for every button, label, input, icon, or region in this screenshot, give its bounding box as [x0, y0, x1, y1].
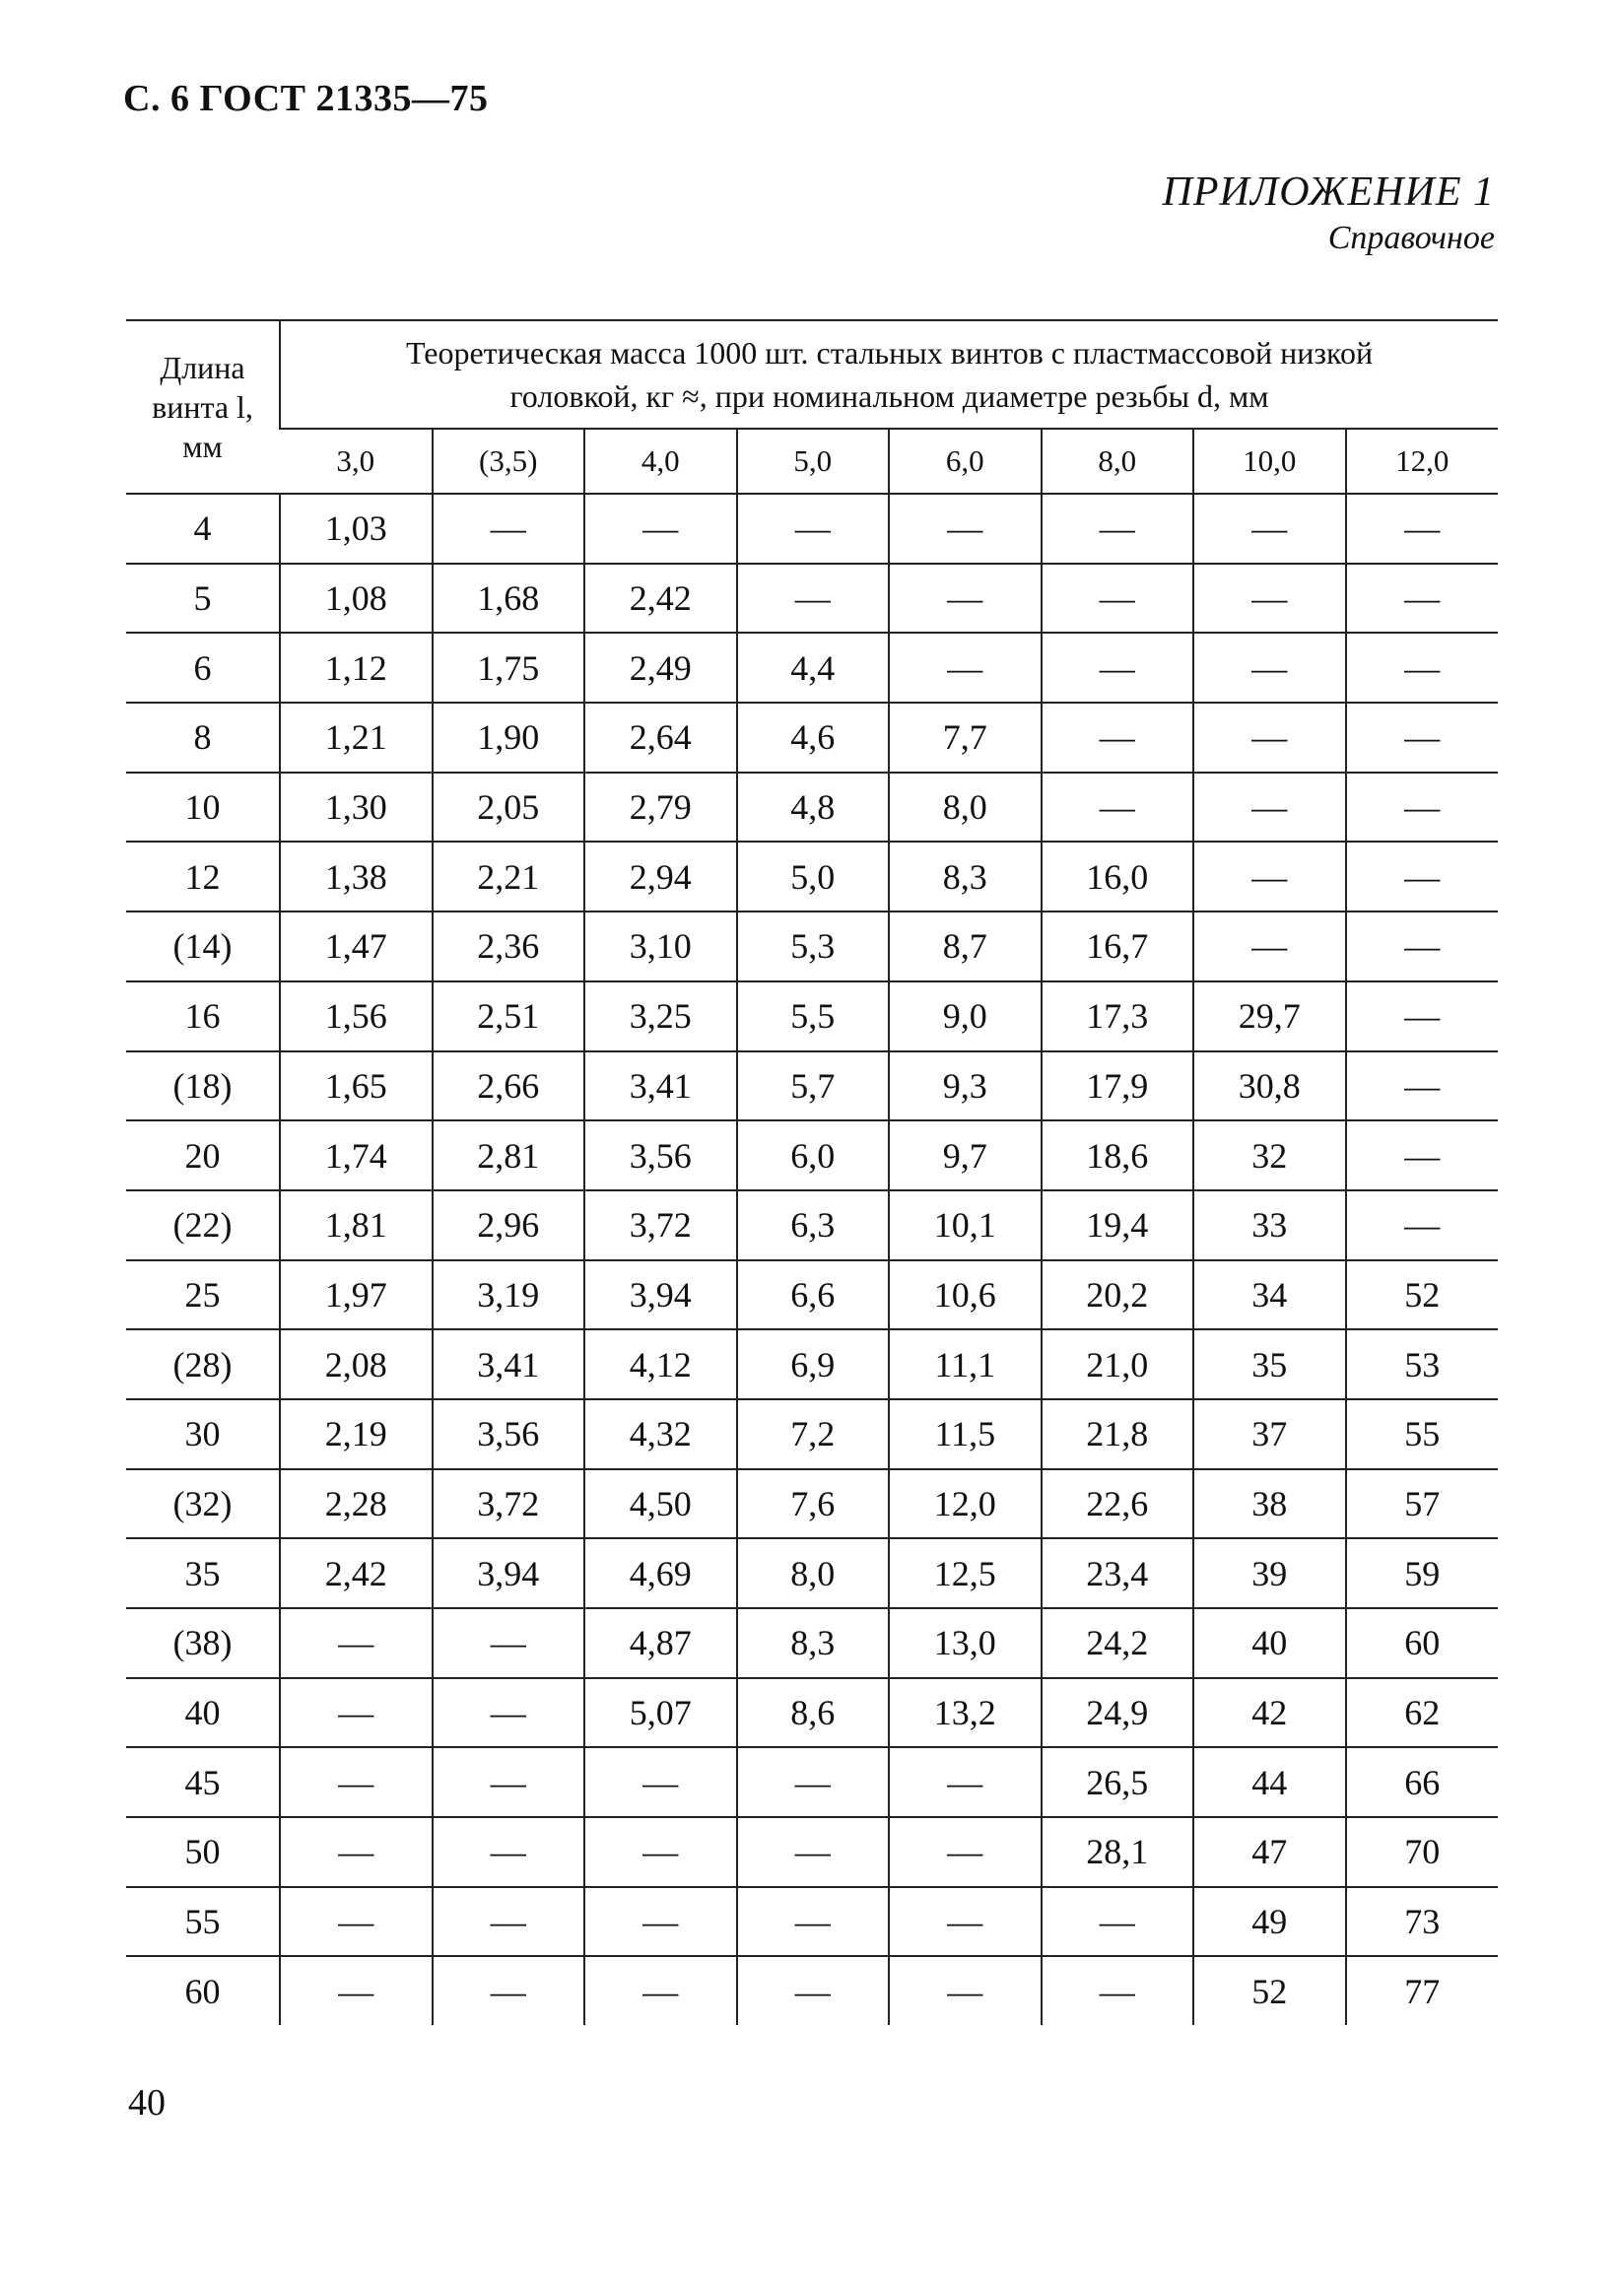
- mass-cell: 24,2: [1042, 1608, 1194, 1678]
- mass-cell: 1,74: [280, 1120, 433, 1190]
- table-row: [126, 1120, 1498, 1190]
- mass-cell: 5,0: [737, 842, 890, 912]
- mass-cell: —: [584, 1817, 737, 1887]
- mass-cell: 1,75: [433, 633, 585, 703]
- mass-cell: —: [584, 1747, 737, 1817]
- mass-cell: —: [433, 494, 585, 564]
- mass-cell: —: [737, 1887, 890, 1957]
- mass-cell: 11,5: [889, 1399, 1042, 1469]
- mass-cell: 62: [1346, 1678, 1499, 1748]
- table-row: [126, 1608, 1498, 1678]
- mass-cell: —: [737, 494, 890, 564]
- mass-cell: 24,9: [1042, 1678, 1194, 1748]
- mass-cell: 23,4: [1042, 1538, 1194, 1608]
- length-column-header: [126, 320, 280, 494]
- diameter-header-cell: 6,0: [889, 429, 1042, 494]
- mass-cell: —: [280, 1678, 433, 1748]
- mass-cell: —: [1346, 1120, 1499, 1190]
- mass-cell: 3,41: [433, 1329, 585, 1399]
- mass-cell: 34: [1193, 1260, 1346, 1330]
- table-row: [126, 1260, 1498, 1330]
- diameter-header-cell: 8,0: [1042, 429, 1194, 494]
- mass-cell: 2,94: [584, 842, 737, 912]
- mass-cell: 77: [1346, 1956, 1499, 2025]
- mass-cell: 3,19: [433, 1260, 585, 1330]
- mass-cell: —: [1346, 564, 1499, 634]
- length-cell: 35: [126, 1538, 280, 1608]
- mass-cell: 1,21: [280, 703, 433, 773]
- mass-cell: 13,2: [889, 1678, 1042, 1748]
- mass-cell: 4,8: [737, 773, 890, 843]
- mass-cell: 2,05: [433, 773, 585, 843]
- mass-cell: 6,6: [737, 1260, 890, 1330]
- mass-cell: —: [1042, 633, 1194, 703]
- appendix-subtitle: Справочное: [1327, 220, 1495, 256]
- mass-cell: —: [1042, 564, 1194, 634]
- mass-cell: 35: [1193, 1329, 1346, 1399]
- mass-cell: 4,87: [584, 1608, 737, 1678]
- mass-cell: 1,47: [280, 912, 433, 981]
- length-cell: 12: [126, 842, 280, 912]
- table-row: [126, 1190, 1498, 1260]
- table-row: [126, 494, 1498, 564]
- mass-cell: 1,65: [280, 1051, 433, 1121]
- mass-cell: 6,3: [737, 1190, 890, 1260]
- mass-cell: 52: [1193, 1956, 1346, 2025]
- mass-cell: 49: [1193, 1887, 1346, 1957]
- mass-cell: 29,7: [1193, 981, 1346, 1051]
- mass-cell: 2,51: [433, 981, 585, 1051]
- mass-cell: 1,81: [280, 1190, 433, 1260]
- mass-cell: 3,56: [433, 1399, 585, 1469]
- table-row: [126, 1678, 1498, 1748]
- mass-cell: —: [1042, 1887, 1194, 1957]
- mass-cell: —: [1042, 1956, 1194, 2025]
- mass-cell: 38: [1193, 1469, 1346, 1539]
- mass-cell: 12,0: [889, 1469, 1042, 1539]
- mass-cell: 7,7: [889, 703, 1042, 773]
- mass-cell: 10,6: [889, 1260, 1042, 1330]
- length-header-line: винта l,: [152, 389, 253, 425]
- diameter-header-cell: 5,0: [737, 429, 890, 494]
- length-cell: 6: [126, 633, 280, 703]
- mass-cell: 53: [1346, 1329, 1499, 1399]
- mass-cell: —: [1346, 912, 1499, 981]
- length-cell: (28): [126, 1329, 280, 1399]
- table-row: [126, 1399, 1498, 1469]
- mass-cell: 2,81: [433, 1120, 585, 1190]
- mass-cell: —: [584, 1887, 737, 1957]
- mass-cell: —: [737, 1747, 890, 1817]
- mass-header-line: Теоретическая масса 1000 шт. стальных винтов с пластмассовой низкой: [405, 335, 1374, 371]
- table-row: [126, 633, 1498, 703]
- mass-cell: 30,8: [1193, 1051, 1346, 1121]
- mass-cell: 9,0: [889, 981, 1042, 1051]
- mass-cell: 1,03: [280, 494, 433, 564]
- mass-cell: 20,2: [1042, 1260, 1194, 1330]
- mass-cell: 2,19: [280, 1399, 433, 1469]
- mass-cell: —: [1042, 494, 1194, 564]
- mass-cell: 2,79: [584, 773, 737, 843]
- length-header-line: Длина: [160, 350, 245, 385]
- table-row: [126, 773, 1498, 843]
- mass-cell: 2,64: [584, 703, 737, 773]
- mass-cell: 16,7: [1042, 912, 1194, 981]
- length-cell: 55: [126, 1887, 280, 1957]
- mass-cell: 16,0: [1042, 842, 1194, 912]
- mass-cell: 8,0: [889, 773, 1042, 843]
- mass-cell: 59: [1346, 1538, 1499, 1608]
- mass-table: [126, 319, 1498, 2025]
- mass-cell: —: [584, 494, 737, 564]
- mass-cell: 2,42: [584, 564, 737, 634]
- mass-cell: —: [737, 1956, 890, 2025]
- mass-cell: 37: [1193, 1399, 1346, 1469]
- length-cell: 25: [126, 1260, 280, 1330]
- mass-cell: 22,6: [1042, 1469, 1194, 1539]
- mass-cell: —: [1193, 773, 1346, 843]
- mass-cell: —: [1346, 494, 1499, 564]
- mass-cell: 4,6: [737, 703, 890, 773]
- mass-cell: 44: [1193, 1747, 1346, 1817]
- mass-cell: —: [889, 564, 1042, 634]
- length-cell: 8: [126, 703, 280, 773]
- mass-cell: 57: [1346, 1469, 1499, 1539]
- mass-cell: 8,3: [889, 842, 1042, 912]
- mass-cell: 1,56: [280, 981, 433, 1051]
- length-header-line: мм: [182, 429, 223, 464]
- mass-cell: 21,8: [1042, 1399, 1194, 1469]
- table-row: [126, 981, 1498, 1051]
- mass-cell: 12,5: [889, 1538, 1042, 1608]
- length-cell: 45: [126, 1747, 280, 1817]
- appendix-block: [1163, 168, 1495, 260]
- mass-cell: 4,12: [584, 1329, 737, 1399]
- length-cell: (38): [126, 1608, 280, 1678]
- mass-cell: 2,28: [280, 1469, 433, 1539]
- mass-cell: 28,1: [1042, 1817, 1194, 1887]
- mass-cell: 8,7: [889, 912, 1042, 981]
- mass-cell: 4,32: [584, 1399, 737, 1469]
- mass-cell: 3,10: [584, 912, 737, 981]
- length-cell: (18): [126, 1051, 280, 1121]
- mass-cell: —: [737, 564, 890, 634]
- mass-cell: —: [433, 1817, 585, 1887]
- mass-cell: 3,25: [584, 981, 737, 1051]
- length-cell: (14): [126, 912, 280, 981]
- mass-cell: 26,5: [1042, 1747, 1194, 1817]
- mass-cell: 2,36: [433, 912, 585, 981]
- mass-cell: 60: [1346, 1608, 1499, 1678]
- mass-cell: —: [889, 494, 1042, 564]
- mass-cell: 1,30: [280, 773, 433, 843]
- mass-cell: 2,66: [433, 1051, 585, 1121]
- mass-cell: 10,1: [889, 1190, 1042, 1260]
- mass-cell: 4,69: [584, 1538, 737, 1608]
- mass-cell: —: [1346, 981, 1499, 1051]
- mass-cell: 3,72: [433, 1469, 585, 1539]
- mass-cell: 2,08: [280, 1329, 433, 1399]
- table-row: [126, 1747, 1498, 1817]
- mass-cell: 47: [1193, 1817, 1346, 1887]
- mass-cell: 7,6: [737, 1469, 890, 1539]
- mass-cell: —: [1346, 1051, 1499, 1121]
- mass-cell: —: [584, 1956, 737, 2025]
- mass-cell: 21,0: [1042, 1329, 1194, 1399]
- mass-cell: 9,7: [889, 1120, 1042, 1190]
- mass-cell: —: [1042, 703, 1194, 773]
- diameter-header-cell: 3,0: [280, 429, 433, 494]
- mass-cell: —: [1346, 1190, 1499, 1260]
- mass-cell: 5,7: [737, 1051, 890, 1121]
- mass-cell: —: [280, 1887, 433, 1957]
- length-cell: 10: [126, 773, 280, 843]
- mass-cell: 55: [1346, 1399, 1499, 1469]
- mass-cell: —: [433, 1608, 585, 1678]
- diameter-header-row: [126, 429, 1498, 494]
- mass-cell: —: [1346, 633, 1499, 703]
- table-body: [126, 494, 1498, 2025]
- mass-cell: 19,4: [1042, 1190, 1194, 1260]
- mass-cell: 3,41: [584, 1051, 737, 1121]
- mass-cell: 8,6: [737, 1678, 890, 1748]
- mass-cell: —: [1193, 494, 1346, 564]
- mass-cell: 1,90: [433, 703, 585, 773]
- table-row: [126, 1329, 1498, 1399]
- page-number: 40: [128, 2082, 166, 2124]
- mass-cell: —: [1193, 703, 1346, 773]
- mass-cell: 5,3: [737, 912, 890, 981]
- mass-cell: 32: [1193, 1120, 1346, 1190]
- mass-cell: —: [280, 1608, 433, 1678]
- mass-cell: 18,6: [1042, 1120, 1194, 1190]
- table-header-row: [126, 320, 1498, 429]
- mass-cell: 3,94: [433, 1538, 585, 1608]
- mass-cell: 1,12: [280, 633, 433, 703]
- mass-cell: 3,94: [584, 1260, 737, 1330]
- table-row: [126, 842, 1498, 912]
- mass-cell: 4,4: [737, 633, 890, 703]
- length-cell: (22): [126, 1190, 280, 1260]
- mass-cell: 13,0: [889, 1608, 1042, 1678]
- diameter-header-cell: 12,0: [1346, 429, 1499, 494]
- mass-cell: 1,68: [433, 564, 585, 634]
- mass-cell: 3,56: [584, 1120, 737, 1190]
- mass-cell: —: [1346, 703, 1499, 773]
- mass-cell: 2,49: [584, 633, 737, 703]
- mass-cell: —: [1346, 842, 1499, 912]
- mass-header-line: головкой, кг ≈, при номинальном диаметре резьбы d, мм: [509, 378, 1269, 414]
- diameter-header-cell: 4,0: [584, 429, 737, 494]
- length-cell: 20: [126, 1120, 280, 1190]
- mass-cell: —: [889, 1887, 1042, 1957]
- mass-cell: —: [280, 1817, 433, 1887]
- mass-cell: 6,9: [737, 1329, 890, 1399]
- mass-cell: —: [433, 1887, 585, 1957]
- mass-column-header: [280, 320, 1498, 429]
- mass-cell: —: [889, 633, 1042, 703]
- table-row: [126, 564, 1498, 634]
- appendix-title: ПРИЛОЖЕНИЕ 1: [1162, 169, 1495, 215]
- diameter-header-cell: (3,5): [433, 429, 585, 494]
- mass-cell: 2,21: [433, 842, 585, 912]
- mass-cell: —: [1346, 773, 1499, 843]
- mass-cell: —: [737, 1817, 890, 1887]
- page-header: С. 6 ГОСТ 21335—75: [123, 78, 489, 119]
- table-row: [126, 1817, 1498, 1887]
- mass-cell: 6,0: [737, 1120, 890, 1190]
- mass-cell: 39: [1193, 1538, 1346, 1608]
- table-row: [126, 1887, 1498, 1957]
- length-cell: 50: [126, 1817, 280, 1887]
- table-row: [126, 1051, 1498, 1121]
- mass-cell: 8,3: [737, 1608, 890, 1678]
- mass-cell: 9,3: [889, 1051, 1042, 1121]
- mass-cell: 70: [1346, 1817, 1499, 1887]
- mass-cell: 4,50: [584, 1469, 737, 1539]
- mass-cell: 5,5: [737, 981, 890, 1051]
- mass-cell: 2,42: [280, 1538, 433, 1608]
- mass-cell: 7,2: [737, 1399, 890, 1469]
- mass-cell: 1,08: [280, 564, 433, 634]
- mass-cell: —: [433, 1956, 585, 2025]
- mass-cell: 3,72: [584, 1190, 737, 1260]
- mass-cell: —: [889, 1956, 1042, 2025]
- mass-cell: —: [1193, 564, 1346, 634]
- table-row: [126, 1469, 1498, 1539]
- mass-cell: 8,0: [737, 1538, 890, 1608]
- length-cell: 16: [126, 981, 280, 1051]
- mass-cell: 42: [1193, 1678, 1346, 1748]
- mass-cell: 2,96: [433, 1190, 585, 1260]
- mass-cell: 66: [1346, 1747, 1499, 1817]
- mass-cell: 1,97: [280, 1260, 433, 1330]
- mass-cell: 17,3: [1042, 981, 1194, 1051]
- length-cell: 30: [126, 1399, 280, 1469]
- mass-cell: —: [433, 1747, 585, 1817]
- table-row: [126, 912, 1498, 981]
- mass-cell: 5,07: [584, 1678, 737, 1748]
- diameter-header-cell: 10,0: [1193, 429, 1346, 494]
- length-cell: 5: [126, 564, 280, 634]
- mass-cell: 73: [1346, 1887, 1499, 1957]
- mass-cell: 40: [1193, 1608, 1346, 1678]
- mass-cell: —: [280, 1956, 433, 2025]
- mass-cell: 52: [1346, 1260, 1499, 1330]
- table-row: [126, 1956, 1498, 2025]
- mass-cell: —: [1193, 842, 1346, 912]
- mass-cell: 11,1: [889, 1329, 1042, 1399]
- mass-cell: 33: [1193, 1190, 1346, 1260]
- mass-cell: 1,38: [280, 842, 433, 912]
- mass-cell: —: [433, 1678, 585, 1748]
- table-row: [126, 1538, 1498, 1608]
- mass-cell: —: [889, 1817, 1042, 1887]
- mass-cell: —: [1042, 773, 1194, 843]
- mass-cell: —: [1193, 633, 1346, 703]
- length-cell: 40: [126, 1678, 280, 1748]
- table-row: [126, 703, 1498, 773]
- length-cell: 60: [184, 1971, 221, 2011]
- mass-cell: —: [889, 1747, 1042, 1817]
- mass-cell: —: [1193, 912, 1346, 981]
- length-cell: (32): [126, 1469, 280, 1539]
- mass-cell: —: [280, 1747, 433, 1817]
- length-cell: 4: [126, 494, 280, 564]
- mass-cell: 17,9: [1042, 1051, 1194, 1121]
